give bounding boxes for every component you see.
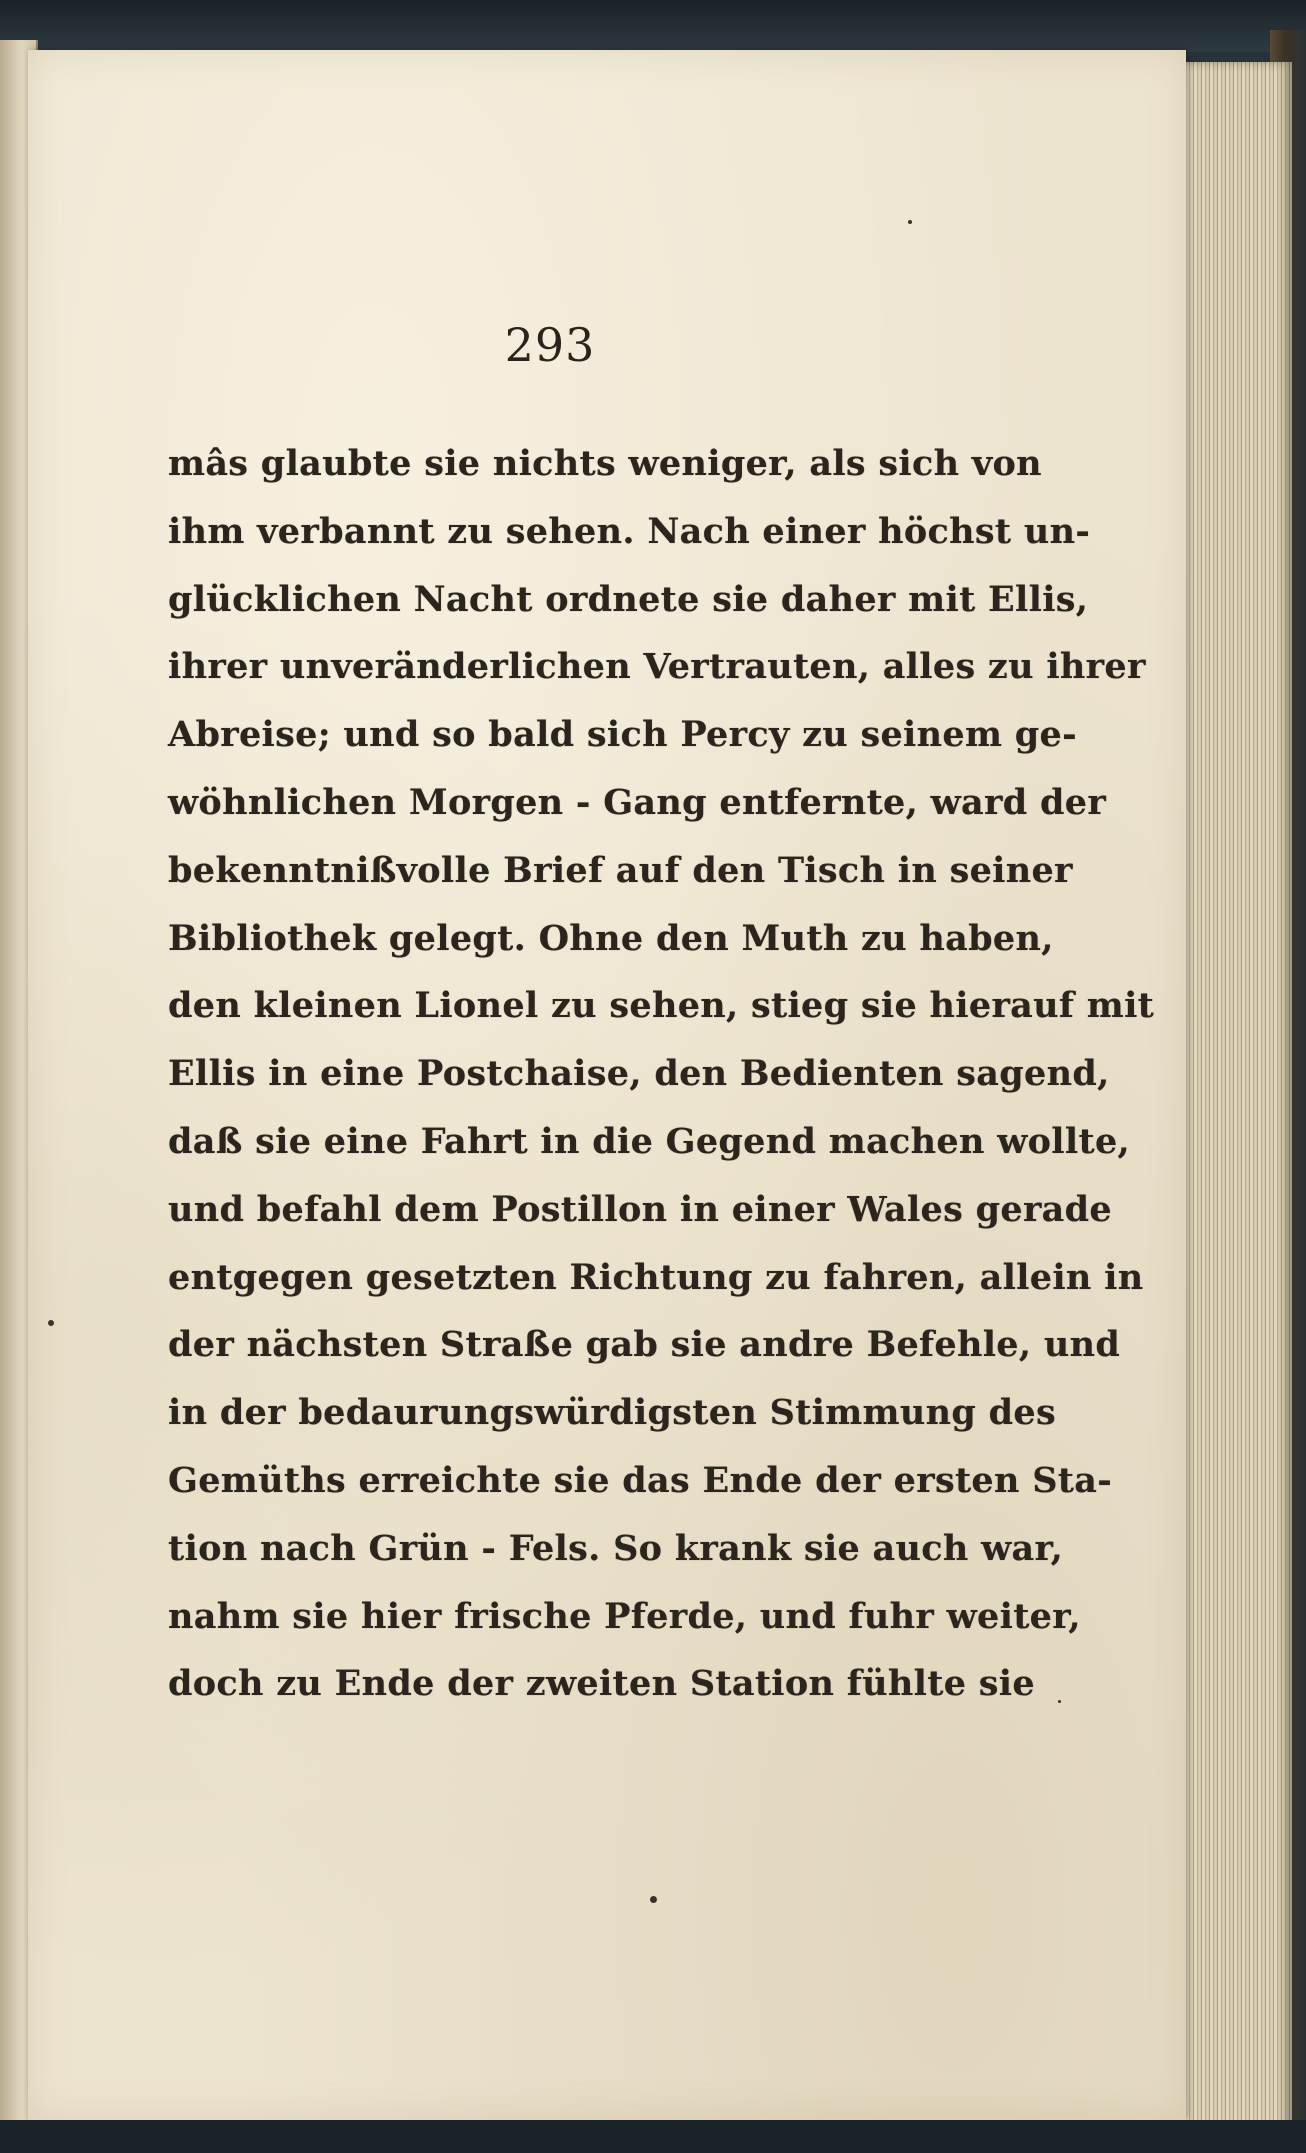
text-line: Ellis in eine Postchaise, den Bedienten sagend,	[168, 1053, 1110, 1095]
text-line: den kleinen Lionel zu sehen, stieg sie hierauf mit	[168, 985, 1155, 1027]
text-line: Bibliothek gelegt. Ohne den Muth zu haben,	[168, 917, 1054, 959]
text-line: entgegen gesetzten Richtung zu fahren, allein in	[168, 1256, 1144, 1298]
book-page	[28, 50, 1186, 2120]
body-text	[168, 430, 1155, 1718]
text-line: Abreise; und so bald sich Percy zu seinem ge-	[168, 714, 1077, 756]
text-line: daß sie eine Fahrt in die Gegend machen wollte,	[168, 1120, 1131, 1162]
paper-speck	[1058, 1700, 1061, 1703]
text-line: doch zu Ende der zweiten Station fühlte sie	[168, 1663, 1035, 1705]
paper-speck	[650, 1896, 657, 1903]
text-line: bekenntnißvolle Brief auf den Tisch in seiner	[168, 849, 1073, 891]
page-number: 293	[504, 318, 596, 372]
book-cover-top	[0, 0, 1306, 52]
text-line: ihrer unveränderlichen Vertrauten, alles zu ihrer	[168, 646, 1146, 688]
text-line: und befahl dem Postillon in einer Wales gerade	[168, 1188, 1112, 1230]
text-line: Gemüths erreichte sie das Ende der ersten Sta-	[168, 1459, 1113, 1501]
text-line: glücklichen Nacht ordnete sie daher mit Ellis,	[168, 578, 1089, 620]
page-stack-edge	[1180, 62, 1292, 2137]
text-line: nahm sie hier frische Pferde, und fuhr weiter,	[168, 1595, 1081, 1637]
paper-speck	[48, 1320, 54, 1326]
text-line: wöhnlichen Morgen - Gang entfernte, ward der	[168, 781, 1107, 823]
paper-speck	[908, 220, 912, 224]
text-line: mâs glaubte sie nichts weniger, als sich von	[168, 443, 1042, 484]
text-line: der nächsten Straße gab sie andre Befehle, und	[168, 1324, 1121, 1366]
text-line: in der bedaurungswürdigsten Stimmung des	[168, 1392, 1056, 1434]
text-line: ihm verbannt zu sehen. Nach einer höchst un-	[168, 510, 1091, 552]
text-line: tion nach Grün - Fels. So krank sie auch war,	[168, 1527, 1064, 1569]
book-cover-bottom	[0, 2120, 1306, 2153]
